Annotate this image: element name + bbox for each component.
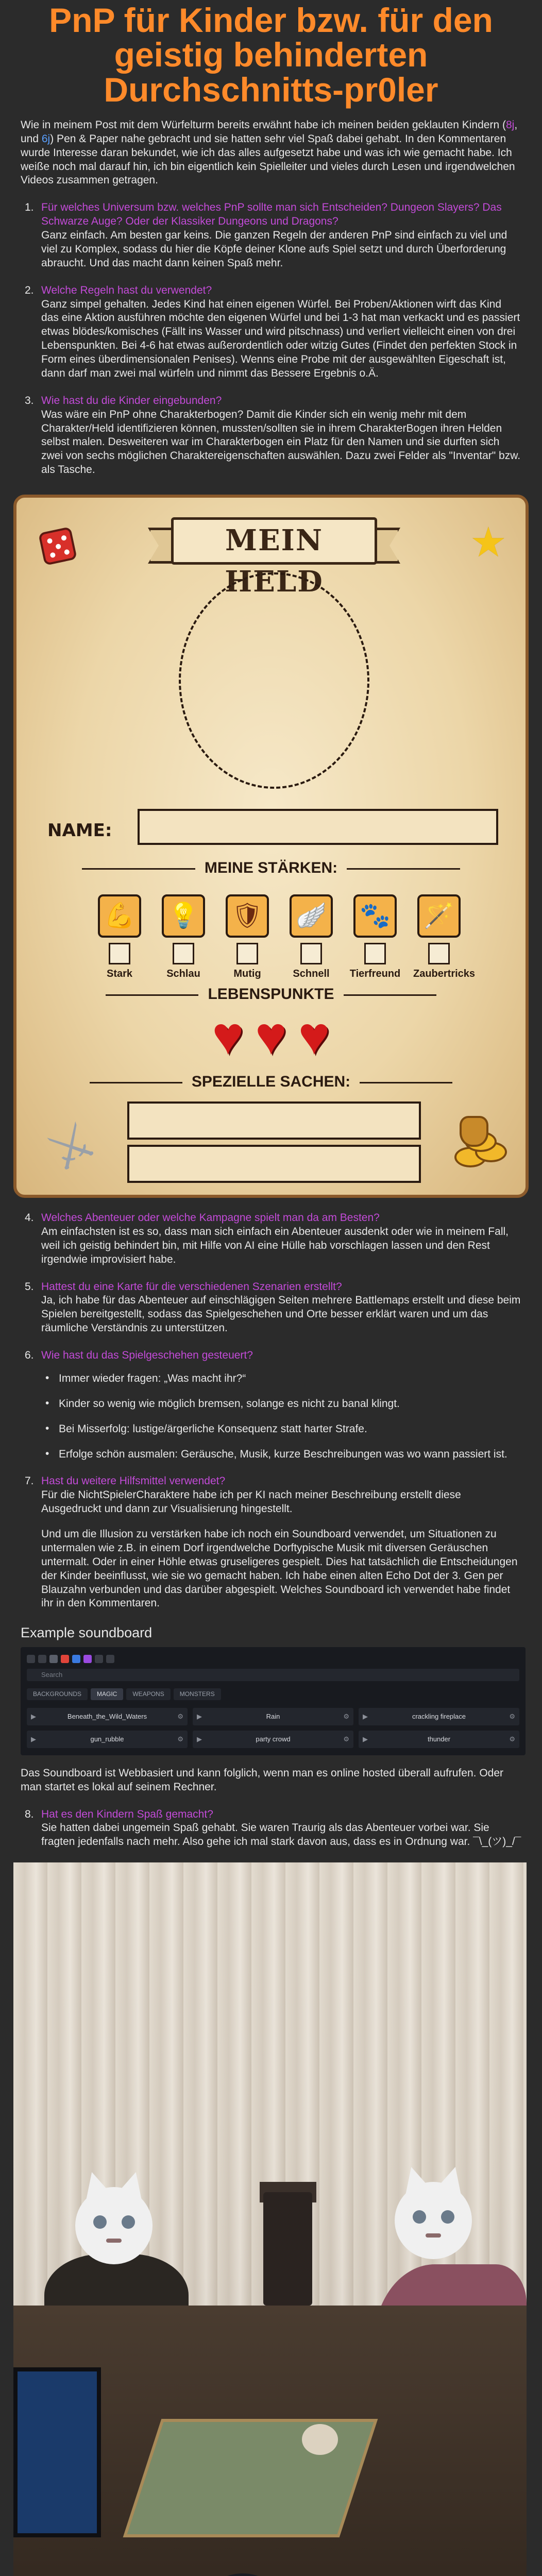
soundboard-tab: BACKGROUNDS: [27, 1688, 88, 1700]
question-number: 3.: [25, 394, 34, 406]
soundboard-tabs: [27, 1688, 221, 1700]
intro-paragraph: [21, 118, 521, 188]
soundboard-search: Search: [27, 1669, 519, 1681]
sound-name: Rain: [266, 1712, 280, 1720]
strengths-heading: [16, 858, 526, 878]
intro-sep: , und: [21, 118, 518, 145]
items-heading: [16, 1072, 526, 1092]
question-list-2: [21, 1211, 521, 1611]
name-field: [138, 809, 498, 845]
strength-label: Mutig: [233, 968, 261, 980]
bullet-item: • Kinder so wenig wie möglich bremsen, solange es nicht zu banal klingt.: [41, 1397, 521, 1411]
inventory-field: [127, 1145, 421, 1183]
play-icon: ▶: [31, 1712, 36, 1720]
strength-label: Tierfreund: [349, 968, 401, 980]
question-item: [21, 1280, 521, 1336]
sheet-banner: MEIN HELD: [171, 517, 377, 565]
toolbar-button: [27, 1655, 35, 1663]
character-sheet-image: [13, 495, 529, 1198]
settings-icon: ⚙: [343, 1735, 349, 1743]
question-answer: Ganz simpel gehalten. Jedes Kind hat einen eigenen Würfel. Bei Proben/Aktionen wirft das Kind das eine Aktion ausführen möchte den eigenen Würfel und bei 1-3 hat man verkackt und es passiert etwas blödes/komisches (Fällt ins Wasser und wird pitschnass) und verliert vielleicht einen von drei Lebenspunkten. Bei 4-6 hat etwas außerordentlich oder witzig Gutes (Findet den perfekten Stock in Form eines überdimensionalen Penises). Wenns eine Probe mit der ausgewählten Eigeschaft ist, dann darf man zwei mal würfeln und nimmt das Bessere Ergebnis o.Ä.: [41, 298, 520, 379]
question-item: [21, 284, 521, 381]
soundboard-screenshot: [21, 1647, 526, 1755]
soundboard-tab: MONSTERS: [174, 1688, 221, 1700]
lives-heading: [16, 985, 526, 1004]
sound-item: [27, 1708, 188, 1725]
shield-icon: 🛡: [226, 894, 269, 938]
sound-item: [359, 1708, 519, 1725]
wing-icon: 🪽: [290, 894, 333, 938]
question-heading: Welche Regeln hast du verwendet?: [41, 284, 212, 296]
question-answer: Sie hatten dabei ungemein Spaß gehabt. Sie waren Traurig als das Abenteuer vorbei war. Sie fragten jedenfalls nach mehr. Also gehe ich mal stark davon aus, dass es in Ordnung war. ¯\_(ツ)_/¯: [41, 1822, 521, 1848]
intro-text-2: ) Pen & Paper nahe gebracht und sie hatten sehr viel Spaß dabei gehabt. In den Kommentaren wurde Interesse daran bekundet, wie ich das alles aufgesetzt habe und was ich wie gemacht habe. Ich weiße noch mal darauf hin, ich bin eigentlich kein Spielleiter und vieles durch Lesen und irgendwelchen Videos zusammen getragen.: [21, 132, 515, 187]
play-session-photo: [13, 1862, 527, 2576]
play-icon: ▶: [197, 1735, 202, 1743]
settings-icon: ⚙: [509, 1712, 515, 1720]
paw-icon: 🐾: [353, 894, 397, 938]
play-icon: ▶: [197, 1712, 202, 1720]
toolbar-button: [106, 1655, 114, 1663]
question-heading: Wie hast du das Spielgeschehen gesteuert?: [41, 1349, 253, 1362]
dice-icon: [38, 527, 77, 566]
question-list-3: [21, 1808, 521, 1850]
sound-name: gun_rubble: [90, 1735, 124, 1743]
heart-icon: ♥: [212, 1006, 244, 1066]
question-heading: Für welches Universum bzw. welches PnP sollte man sich Entscheiden? Dungeon Slayers? Das Schwarze Auge? Oder der Klassiker Dungeons und Dragons?: [41, 201, 502, 228]
strength-checkbox: [109, 943, 130, 964]
settings-icon: ⚙: [177, 1735, 183, 1743]
name-label: NAME:: [47, 820, 112, 841]
question-heading: Hat es den Kindern Spaß gemacht?: [41, 1808, 213, 1820]
sound-name: crackling fireplace: [412, 1712, 466, 1720]
soundboard-heading: Example soundboard: [21, 1625, 153, 1641]
wand-icon: 🪄: [417, 894, 461, 938]
question-number: 8.: [25, 1808, 34, 1820]
color-swatch-purple: [83, 1655, 92, 1663]
strength-label: Stark: [106, 968, 133, 980]
color-swatch-red: [61, 1655, 69, 1663]
strength-checkbox: [236, 943, 258, 964]
question-answer: Ganz einfach. Am besten gar keins. Die ganzen Regeln der anderen PnP sind einfach zu viel und viel zu Komplex, sodass du hier die Köpfe deiner Klone aufs Spiel setzt und durch Überforderung abraucht. Und das macht dann keinen Spaß mehr.: [41, 229, 507, 269]
strength-label: Schlau: [166, 968, 200, 980]
bullet-list: [41, 1372, 521, 1462]
strength-label: Zaubertricks: [413, 968, 476, 980]
toolbar-button: [95, 1655, 103, 1663]
soundboard-grid: [27, 1708, 519, 1748]
sound-item: [359, 1731, 519, 1748]
inventory-field: [127, 1101, 421, 1140]
cup: [302, 2424, 338, 2455]
strengths-row: [94, 894, 476, 980]
hearts-row: [16, 1006, 526, 1066]
question-number: 2.: [25, 284, 34, 296]
question-number: 7.: [25, 1475, 34, 1487]
question-item: [21, 1475, 521, 1611]
strength-checkbox: [428, 943, 450, 964]
heart-icon: ♥: [255, 1006, 287, 1066]
question-number: 4.: [25, 1212, 34, 1224]
play-icon: ▶: [363, 1735, 368, 1743]
strength-mutig: [222, 894, 273, 981]
soundboard-toolbar: [27, 1652, 114, 1666]
settings-icon: ⚙: [177, 1712, 183, 1720]
strength-checkbox: [173, 943, 194, 964]
play-icon: ▶: [363, 1712, 368, 1720]
question-item: [21, 1808, 521, 1850]
page-title: PnP für Kinder bzw. für den geistig behinderten Durchschnitts-pr0ler: [49, 1, 493, 109]
monitor: [13, 2367, 101, 2537]
battlemap: [123, 2419, 378, 2537]
question-answer: Was wäre ein PnP ohne Charakterbogen? Damit die Kinder sich ein wenig mehr mit dem Charakter/Held identifizieren können, mussten/sollten sie in ihrem CharakterBogen ihren Helden selbst malen. Desweiteren war im Charakterbogen ein Platz für den Namen und sie durften sich zwei von sechs möglichen Charaktereigenschaften auswählen. Dazu zwei Felder als "Inventar" bzw. als Tasche.: [41, 408, 521, 476]
question-answer: Für die NichtSpielerCharaktere habe ich per KI nach meiner Beschreibung erstellt diese Ausgedruckt und dann zur Visualisierung hingestellt.: [41, 1489, 461, 1515]
color-swatch-blue: [72, 1655, 80, 1663]
strength-checkbox: [364, 943, 386, 964]
question-heading: Welches Abenteuer oder welche Kampagne spielt man da am Besten?: [41, 1212, 380, 1224]
strength-stark: [94, 894, 145, 981]
muscle-icon: 💪: [98, 894, 141, 938]
bullet-item: • Erfolge schön ausmalen: Geräusche, Musik, kurze Beschreibungen was wo wann passiert ist.: [41, 1448, 521, 1462]
strength-schnell: [285, 894, 337, 981]
kid-age-1: 8j: [505, 118, 515, 131]
dice-tower: [263, 2192, 312, 2306]
bullet-item: • Bei Misserfolg: lustige/ärgerliche Konsequenz statt harter Strafe.: [41, 1422, 521, 1436]
play-icon: ▶: [31, 1735, 36, 1743]
sound-item: [193, 1731, 353, 1748]
settings-icon: ⚙: [343, 1712, 349, 1720]
strengths-label: MEINE STÄRKEN:: [204, 859, 338, 877]
question-heading: Wie hast du die Kinder eingebunden?: [41, 394, 222, 406]
hero-portrait-area: [179, 572, 369, 789]
heart-icon: ♥: [298, 1006, 330, 1066]
star-icon: ★: [470, 519, 507, 566]
question-item: [21, 394, 521, 477]
lightbulb-icon: 💡: [162, 894, 205, 938]
strength-checkbox: [300, 943, 322, 964]
kid-age-2: 6j: [41, 132, 50, 145]
bullet-item: • Immer wieder fragen: „Was macht ihr?“: [41, 1372, 521, 1386]
sound-name: party crowd: [256, 1735, 291, 1743]
question-answer: Am einfachsten ist es so, dass man sich einfach ein Abenteuer ausdenkt oder wie in meinem Fall, weil ich geistig behindert bin, mit Hilfe von AI eine Hülle hab vorschlagen lassen und den Rest irgendwie improvisiert habe.: [41, 1225, 509, 1265]
soundboard-tab: MAGIC: [91, 1688, 123, 1700]
question-heading: Hast du weitere Hilfsmittel verwendet?: [41, 1475, 226, 1487]
sound-name: thunder: [427, 1735, 451, 1743]
items-label: SPEZIELLE SACHEN:: [191, 1073, 351, 1091]
question-item: [21, 201, 521, 270]
sound-item: [27, 1731, 188, 1748]
question-answer-2: Und um die Illusion zu verstärken habe ich noch ein Soundboard verwendet, um Situationen zu untermalen wie z.B. in einem Dorf irgendwelche Dorftypische Musik mit diversen Geräuschen untermalt. Oder in einer Höhle etwas gruseligeres gespielt. Dies hat tatsächlich die Entscheidungen der Kinder beeinflusst, wie sie wo gemacht haben. Ich habe einen alten Echo Dot der 3. Gen per Blauzahn verbunden und das darüber abgespielt. Welches Soundboard ich verwendet habe findet ihr in den Kommentaren.: [41, 1528, 518, 1609]
strength-label: Schnell: [293, 968, 330, 980]
cat-face-censor-icon: [75, 2172, 153, 2264]
soundboard-note: Das Soundboard ist Webbasiert und kann folglich, wenn man es online hosted überall aufrufen. Oder man startet es lokal auf seinem Rechner.: [21, 1767, 504, 1793]
intro-text-1: Wie in meinem Post mit dem Würfelturm bereits erwähnt habe ich meinen beiden geklauten Kindern (: [21, 118, 506, 131]
toolbar-button: [38, 1655, 46, 1663]
settings-icon: ⚙: [509, 1735, 515, 1743]
strength-schlau: [158, 894, 209, 981]
question-number: 5.: [25, 1280, 34, 1293]
soundboard-tab: WEAPONS: [126, 1688, 170, 1700]
coins-icon: [449, 1111, 511, 1173]
sound-name: Beneath_the_Wild_Waters: [67, 1712, 147, 1720]
cat-face-censor-icon: [395, 2166, 472, 2259]
question-item: [21, 1349, 521, 1461]
question-number: 6.: [25, 1349, 34, 1362]
question-item: [21, 1211, 521, 1267]
question-number: 1.: [25, 201, 34, 214]
lives-label: LEBENSPUNKTE: [208, 986, 334, 1003]
strength-zaubertricks: [413, 894, 476, 981]
question-heading: Hattest du eine Karte für die verschiedenen Szenarien erstellt?: [41, 1280, 342, 1293]
question-answer: Ja, ich habe für das Abenteuer auf einschlägigen Seiten mehrere Battlemaps erstellt und diese beim Spielen bereitgestellt, sodass das Spielgeschehen und Orte besser erklärt waren und um das räumliche Verständnis zu unterstützen.: [41, 1294, 521, 1334]
question-list-1: [21, 201, 521, 477]
sword-icon: ⚔: [37, 1110, 106, 1184]
toolbar-button: [49, 1655, 58, 1663]
strength-tierfreund: [349, 894, 401, 981]
sound-item: [193, 1708, 353, 1725]
